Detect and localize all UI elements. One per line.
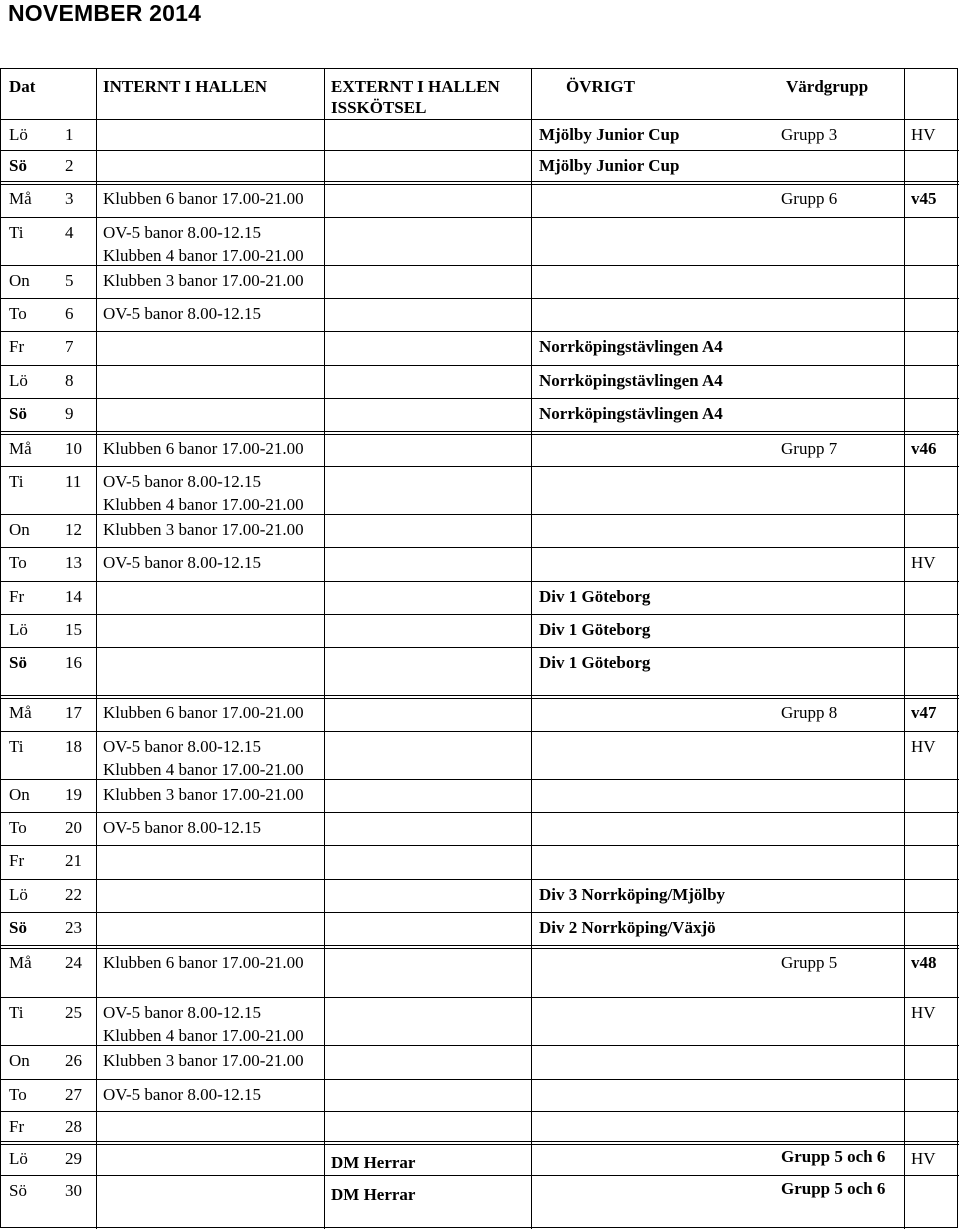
column-divider: [904, 69, 905, 1229]
internt-cell: Klubben 3 banor 17.00-21.00: [103, 785, 304, 804]
internt-cell: OV-5 banor 8.00-12.15: [103, 1085, 262, 1104]
row-divider: [1, 181, 959, 185]
internt-cell: OV-5 banor 8.00-12.15: [103, 223, 262, 242]
day-cell: Lö: [9, 371, 28, 390]
date-cell: 25: [65, 1003, 82, 1022]
row-divider: [1, 912, 959, 913]
extra-cell: HV: [911, 553, 936, 572]
schedule-table: [0, 68, 958, 1228]
header-externt: EXTERNT I HALLEN: [331, 77, 500, 96]
row-divider: [1, 150, 959, 151]
date-cell: 10: [65, 439, 82, 458]
row-divider: [1, 945, 959, 949]
row-divider: [1, 1079, 959, 1080]
row-divider: [1, 879, 959, 880]
row-divider: [1, 812, 959, 813]
column-divider: [531, 69, 532, 1229]
date-cell: 22: [65, 885, 82, 904]
internt-cell: Klubben 3 banor 17.00-21.00: [103, 271, 304, 290]
vardgrupp-cell: Grupp 5: [781, 953, 838, 972]
ovrigt-cell: Div 1 Göteborg: [539, 587, 651, 606]
internt-cell: Klubben 6 banor 17.00-21.00: [103, 953, 304, 972]
ovrigt-cell: Norrköpingstävlingen A4: [539, 337, 723, 356]
row-divider: [1, 431, 959, 435]
column-divider: [324, 69, 325, 1229]
row-divider: [1, 1175, 959, 1176]
date-cell: 13: [65, 553, 82, 572]
day-cell: Ti: [9, 1003, 24, 1022]
date-cell: 28: [65, 1117, 82, 1136]
vardgrupp-cell: Grupp 7: [781, 439, 838, 458]
vardgrupp-cell: Grupp 8: [781, 703, 838, 722]
day-cell: Ti: [9, 472, 24, 491]
ovrigt-cell: Mjölby Junior Cup: [539, 125, 680, 144]
row-divider: [1, 647, 959, 648]
day-cell: Sö: [9, 918, 27, 937]
date-cell: 23: [65, 918, 82, 937]
ovrigt-cell: Norrköpingstävlingen A4: [539, 404, 723, 423]
day-cell: Sö: [9, 156, 27, 175]
extra-cell: v46: [911, 439, 937, 458]
internt-cell: Klubben 3 banor 17.00-21.00: [103, 1051, 304, 1070]
internt-cell: OV-5 banor 8.00-12.15: [103, 304, 262, 323]
row-divider: [1, 119, 959, 120]
ovrigt-cell: Div 3 Norrköping/Mjölby: [539, 885, 726, 904]
header-vardgrupp: Värdgrupp: [786, 77, 869, 96]
row-divider: [1, 466, 959, 467]
extra-cell: v47: [911, 703, 937, 722]
internt-cell: Klubben 6 banor 17.00-21.00: [103, 703, 304, 722]
ovrigt-cell: Norrköpingstävlingen A4: [539, 371, 723, 390]
vardgrupp-cell: Grupp 5 och 6: [781, 1179, 886, 1198]
row-divider: [1, 365, 959, 366]
day-cell: On: [9, 1051, 30, 1070]
date-cell: 26: [65, 1051, 82, 1070]
internt-cell: Klubben 4 banor 17.00-21.00: [103, 760, 304, 779]
internt-cell: Klubben 4 banor 17.00-21.00: [103, 1026, 304, 1045]
date-cell: 15: [65, 620, 82, 639]
day-cell: Må: [9, 439, 32, 458]
extra-cell: v48: [911, 953, 937, 972]
day-cell: Lö: [9, 620, 28, 639]
row-divider: [1, 845, 959, 846]
day-cell: Må: [9, 703, 32, 722]
day-cell: Må: [9, 953, 32, 972]
date-cell: 7: [65, 337, 74, 356]
row-divider: [1, 1111, 959, 1112]
row-divider: [1, 997, 959, 998]
row-divider: [1, 547, 959, 548]
internt-cell: Klubben 3 banor 17.00-21.00: [103, 520, 304, 539]
day-cell: Fr: [9, 1117, 25, 1136]
day-cell: On: [9, 271, 30, 290]
day-cell: Ti: [9, 737, 24, 756]
row-divider: [1, 398, 959, 399]
date-cell: 11: [65, 472, 82, 491]
date-cell: 30: [65, 1181, 82, 1200]
day-cell: To: [9, 304, 27, 323]
date-cell: 4: [65, 223, 74, 242]
row-divider: [1, 614, 959, 615]
ovrigt-cell: Mjölby Junior Cup: [539, 156, 680, 175]
internt-cell: OV-5 banor 8.00-12.15: [103, 472, 262, 491]
extra-cell: HV: [911, 1003, 936, 1022]
day-cell: Lö: [9, 885, 28, 904]
row-divider: [1, 695, 959, 699]
internt-cell: Klubben 6 banor 17.00-21.00: [103, 189, 304, 208]
day-cell: Fr: [9, 587, 25, 606]
ovrigt-cell: Div 2 Norrköping/Växjö: [539, 918, 716, 937]
page-title: NOVEMBER 2014: [8, 0, 202, 26]
row-divider: [1, 331, 959, 332]
day-cell: Sö: [9, 404, 27, 423]
externt-cell: DM Herrar: [331, 1153, 416, 1172]
date-cell: 12: [65, 520, 82, 539]
day-cell: To: [9, 553, 27, 572]
date-cell: 18: [65, 737, 82, 756]
date-cell: 14: [65, 587, 82, 606]
day-cell: Ti: [9, 223, 24, 242]
row-divider: [1, 731, 959, 732]
date-cell: 16: [65, 653, 82, 672]
extra-cell: HV: [911, 1149, 936, 1168]
date-cell: 9: [65, 404, 74, 423]
day-cell: On: [9, 520, 30, 539]
ovrigt-cell: Div 1 Göteborg: [539, 620, 651, 639]
date-cell: 21: [65, 851, 82, 870]
day-cell: Lö: [9, 125, 28, 144]
vardgrupp-cell: Grupp 6: [781, 189, 838, 208]
date-cell: 6: [65, 304, 74, 323]
date-cell: 5: [65, 271, 74, 290]
row-divider: [1, 217, 959, 218]
day-cell: Fr: [9, 337, 25, 356]
internt-cell: OV-5 banor 8.00-12.15: [103, 1003, 262, 1022]
header-isskotsel: ISSKÖTSEL: [331, 98, 427, 117]
vardgrupp-cell: Grupp 5 och 6: [781, 1147, 886, 1166]
header-ovrigt: ÖVRIGT: [566, 77, 635, 96]
day-cell: Sö: [9, 1181, 27, 1200]
internt-cell: Klubben 4 banor 17.00-21.00: [103, 246, 304, 265]
date-cell: 24: [65, 953, 82, 972]
date-cell: 2: [65, 156, 74, 175]
day-cell: Må: [9, 189, 32, 208]
day-cell: Fr: [9, 851, 25, 870]
date-cell: 1: [65, 125, 74, 144]
date-cell: 17: [65, 703, 82, 722]
day-cell: Sö: [9, 653, 27, 672]
column-divider: [96, 69, 97, 1229]
day-cell: To: [9, 1085, 27, 1104]
internt-cell: Klubben 4 banor 17.00-21.00: [103, 495, 304, 514]
internt-cell: OV-5 banor 8.00-12.15: [103, 553, 262, 572]
date-cell: 20: [65, 818, 82, 837]
externt-cell: DM Herrar: [331, 1185, 416, 1204]
date-cell: 8: [65, 371, 74, 390]
date-cell: 19: [65, 785, 82, 804]
date-cell: 3: [65, 189, 74, 208]
row-divider: [1, 581, 959, 582]
day-cell: On: [9, 785, 30, 804]
extra-cell: HV: [911, 125, 936, 144]
header-internt: INTERNT I HALLEN: [103, 77, 268, 96]
ovrigt-cell: Div 1 Göteborg: [539, 653, 651, 672]
internt-cell: Klubben 6 banor 17.00-21.00: [103, 439, 304, 458]
internt-cell: OV-5 banor 8.00-12.15: [103, 737, 262, 756]
internt-cell: OV-5 banor 8.00-12.15: [103, 818, 262, 837]
vardgrupp-cell: Grupp 3: [781, 125, 838, 144]
row-divider: [1, 298, 959, 299]
day-cell: Lö: [9, 1149, 28, 1168]
extra-cell: v45: [911, 189, 937, 208]
day-cell: To: [9, 818, 27, 837]
date-cell: 27: [65, 1085, 82, 1104]
date-cell: 29: [65, 1149, 82, 1168]
header-dat: Dat: [9, 77, 36, 96]
extra-cell: HV: [911, 737, 936, 756]
